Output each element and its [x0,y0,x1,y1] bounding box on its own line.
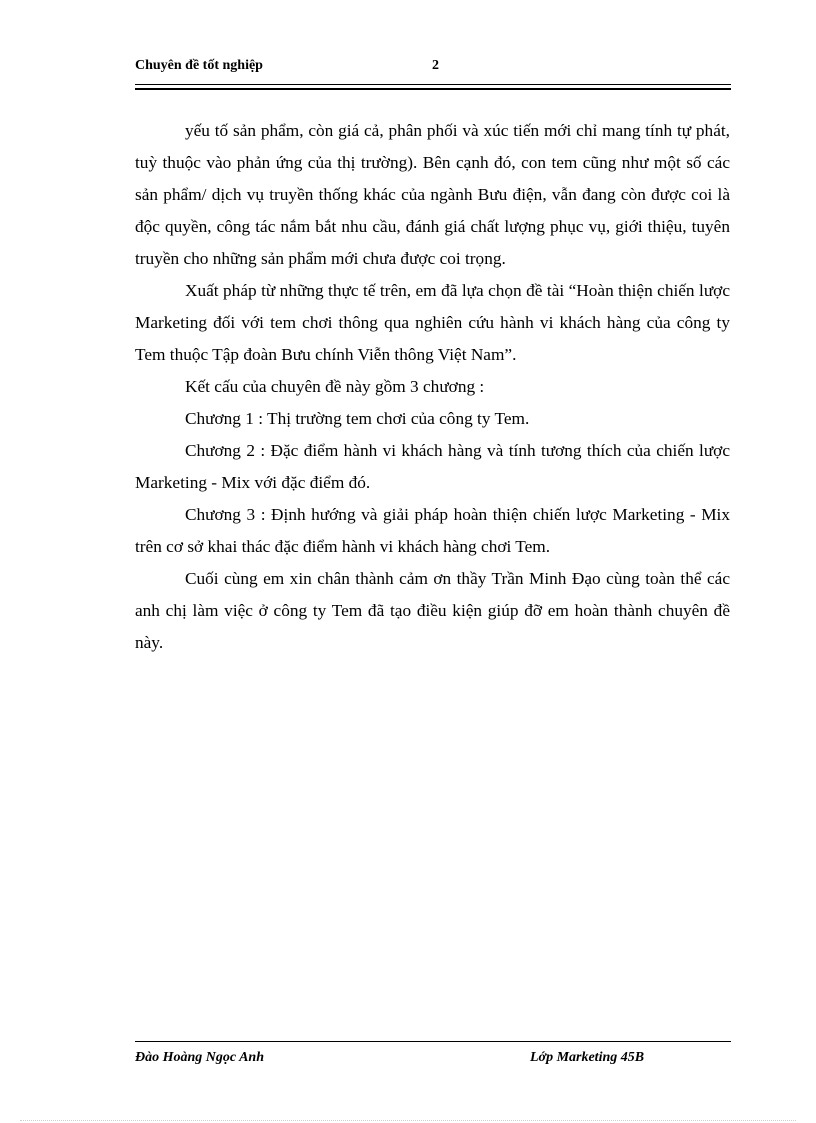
page-header [135,58,731,78]
footer-author: Đào Hoàng Ngọc Anh [135,1050,265,1065]
page-number: 2 [432,58,439,73]
footer-rule [135,1041,731,1042]
paragraph-structure: Kết cấu của chuyên đề này gồm 3 chương : [185,377,485,396]
paragraph-thanks: Cuối cùng em xin chân thành cảm ơn thầy Trần Minh Đạo cùng toàn thể các anh chị làm việc ở công ty Tem đã tạo điều kiện giúp đỡ em hoàn thành chuyên đề này. [135,569,730,652]
body-text [135,115,730,659]
footer-class: Lớp Marketing 45B [530,1050,645,1065]
paragraph-topic: Xuất pháp từ những thực tế trên, em đã lựa chọn đề tài “Hoàn thiện chiến lược Marketing đối với tem chơi thông qua nghiên cứu hành vi khách hàng của công ty Tem thuộc Tập đoàn Bưu chính Viễn thông Việt Nam”. [135,281,730,364]
paragraph-continuation: yếu tố sản phẩm, còn giá cả, phân phối và xúc tiến mới chỉ mang tính tự phát, tuỳ thuộc vào phản ứng của thị trường). Bên cạnh đó, con tem cũng như một số các sản phẩm/ dịch vụ truyền thống khác của ngành Bưu điện, vẫn đang còn được coi là độc quyền, công tác nắm bắt nhu cầu, đánh giá chất lượng phục vụ, giới thiệu, tuyên truyền cho những sản phẩm mới chưa được coi trọng. [135,121,730,268]
header-rule-thick [135,88,731,90]
page-edge-dots [20,1120,796,1121]
header-rule-thin [135,84,731,85]
paragraph-chapter-2: Chương 2 : Đặc điểm hành vi khách hàng và tính tương thích của chiến lược Marketing - Mix với đặc điểm đó. [135,441,730,492]
paragraph-chapter-1: Chương 1 : Thị trường tem chơi của công ty Tem. [185,409,530,428]
header-title: Chuyên đề tốt nghiệp [135,58,263,73]
paragraph-chapter-3: Chương 3 : Định hướng và giải pháp hoàn thiện chiến lược Marketing - Mix trên cơ sở khai thác đặc điểm hành vi khách hàng chơi Tem. [135,505,730,556]
